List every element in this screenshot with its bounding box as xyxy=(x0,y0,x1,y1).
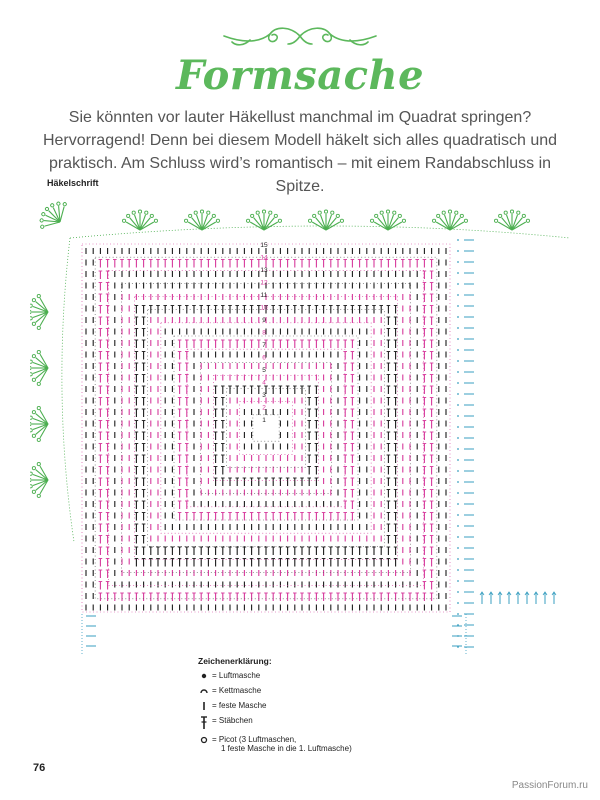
round-outline xyxy=(200,362,331,493)
scallop-fan xyxy=(30,406,48,441)
scallop-fan xyxy=(184,210,219,230)
border-stitch xyxy=(457,437,459,439)
round-number: 12 xyxy=(260,279,268,287)
intro-line: Hervorragend! Denn bei diesem Modell häkelt sich alles quadratisch und xyxy=(42,132,558,149)
slip-stitch-arc-icon xyxy=(198,686,210,695)
chart-label: Häkelschrift xyxy=(47,178,99,188)
legend-item xyxy=(198,716,418,731)
intro-text xyxy=(40,106,560,198)
legend-text: 1 feste Masche in die 1. Luftmasche) xyxy=(221,744,352,753)
legend-title: Zeichenerklärung: xyxy=(198,656,272,666)
scallop-fan xyxy=(30,462,48,497)
flourish-ornament-icon xyxy=(220,22,380,50)
border-stitch xyxy=(457,536,459,538)
round-number: 14 xyxy=(260,254,268,262)
legend-item xyxy=(198,735,418,759)
legend-text: = Kettmasche xyxy=(212,686,262,695)
border-stitch xyxy=(457,393,459,395)
scallop-fan xyxy=(432,210,467,230)
border-stitch xyxy=(457,503,459,505)
border-stitch xyxy=(457,404,459,406)
border-stitch xyxy=(457,613,459,615)
watermark: PassionForum.ru xyxy=(511,780,588,791)
border-stitch xyxy=(457,415,459,417)
border-stitch xyxy=(457,239,459,241)
round-number: 5 xyxy=(262,367,266,375)
legend-item xyxy=(198,671,418,686)
scallop-fan xyxy=(122,210,157,230)
border-stitch xyxy=(457,448,459,450)
intro-line: praktisch. Am Schluss wird’s romantisch – mit einem Randabschluss in Spitze. xyxy=(48,155,552,195)
border-stitch xyxy=(457,371,459,373)
legend-text: = Stäbchen xyxy=(212,716,253,725)
legend-item xyxy=(198,686,418,701)
scallop-fan xyxy=(30,294,48,329)
border-stitch xyxy=(457,250,459,252)
round-outline xyxy=(253,415,279,441)
border-stitch xyxy=(457,602,459,604)
round-number: 4 xyxy=(262,379,266,387)
round-number: 3 xyxy=(262,392,266,400)
edging-chain xyxy=(62,238,74,542)
border-stitch xyxy=(457,525,459,527)
scallop-fan xyxy=(308,210,343,230)
page-number: 76 xyxy=(33,762,46,774)
round-number: 8 xyxy=(262,329,266,337)
border-stitch xyxy=(457,558,459,560)
border-stitch xyxy=(457,492,459,494)
crochet-chart xyxy=(30,192,580,654)
legend-text: = Luftmasche xyxy=(212,671,261,680)
intro-line: Sie könnten vor lauter Häkellust manchmal im Quadrat springen? xyxy=(68,109,532,126)
round-number: 1 xyxy=(262,417,266,424)
border-stitch xyxy=(457,327,459,329)
border-stitch xyxy=(457,338,459,340)
border-stitch xyxy=(457,305,459,307)
round-number: 6 xyxy=(262,354,266,362)
border-stitch xyxy=(457,294,459,296)
page-title: Formsache xyxy=(175,52,425,99)
legend xyxy=(198,656,418,759)
round-number: 10 xyxy=(260,304,268,312)
chain-stitch-dot-icon xyxy=(198,671,210,680)
border-stitch xyxy=(457,272,459,274)
round-number: 11 xyxy=(260,292,268,300)
border-stitch xyxy=(457,283,459,285)
border-stitch xyxy=(457,349,459,351)
scallop-fan xyxy=(33,195,72,234)
round-number: 9 xyxy=(262,317,266,325)
scallop-fan xyxy=(246,210,281,230)
border-stitch xyxy=(457,360,459,362)
border-stitch xyxy=(457,382,459,384)
border-stitch xyxy=(457,426,459,428)
border-stitch xyxy=(457,316,459,318)
round-number: 13 xyxy=(260,267,268,275)
picot-ring-icon xyxy=(198,735,210,744)
border-stitch xyxy=(457,547,459,549)
legend-item xyxy=(198,701,418,716)
scallop-fan xyxy=(494,210,529,230)
scallop-fan xyxy=(30,350,48,385)
single-crochet-line-icon xyxy=(198,701,210,711)
double-crochet-cross-icon xyxy=(198,716,210,730)
border-stitch xyxy=(457,470,459,472)
round-number: 7 xyxy=(262,342,266,350)
border-stitch xyxy=(457,261,459,263)
legend-text: = Picot (3 Luftmaschen, xyxy=(212,735,297,744)
round-number: 2 xyxy=(262,404,266,412)
border-stitch xyxy=(457,459,459,461)
edging-chain xyxy=(70,226,570,238)
border-stitch xyxy=(457,514,459,516)
border-stitch xyxy=(457,481,459,483)
legend-text: = feste Masche xyxy=(212,701,267,710)
round-number: 15 xyxy=(260,242,268,250)
border-stitch xyxy=(457,591,459,593)
border-stitch xyxy=(457,580,459,582)
border-stitch xyxy=(457,569,459,571)
